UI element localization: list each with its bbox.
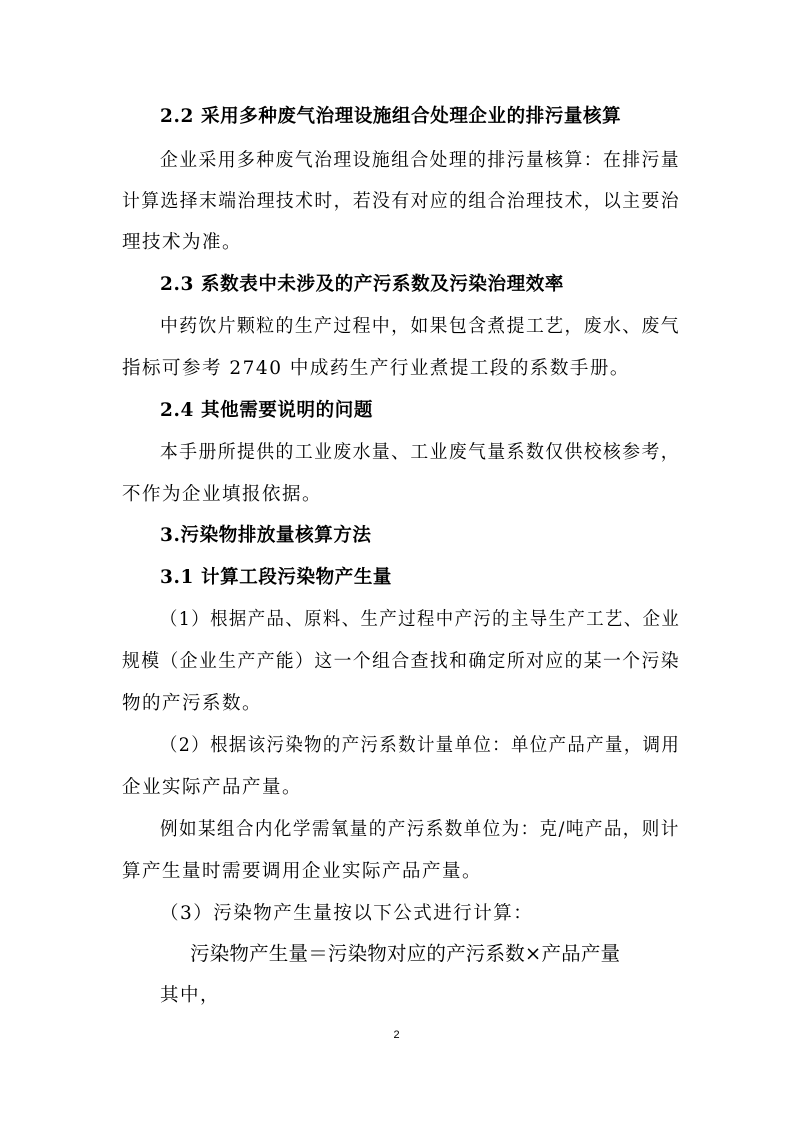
section-3-1-heading: 3.1 计算工段污染物产生量 [160,567,393,588]
section-2-2-line-1: 企业采用多种废气治理设施组合处理的排污量核算：在排污量 [160,150,681,171]
section-2-2-line-2: 计算选择末端治理技术时，若没有对应的组合治理技术，以主要治 [122,191,681,212]
where-label: 其中， [160,985,221,1006]
section-3-1-p1-line-3: 物的产污系数。 [122,693,263,714]
section-3-1-p3-line-2: 算产生量时需要调用企业实际产品产量。 [122,861,483,882]
section-2-2-line-3: 理技术为准。 [122,232,243,253]
section-3-1-p2-line-1: （2）根据该污染物的产污系数计量单位：单位产品产量，调用 [160,735,681,756]
section-2-3-line-1: 中药饮片颗粒的生产过程中，如果包含煮提工艺，废水、废气 [160,316,681,337]
section-3-1-p1-line-2: 规模（企业生产产能）这一个组合查找和确定所对应的某一个污染 [122,651,681,672]
section-2-3-line-2: 指标可参考 2740 中成药生产行业煮提工段的系数手册。 [122,358,630,379]
section-3-heading: 3.污染物排放量核算方法 [160,525,372,546]
formula: 污染物产生量＝污染物对应的产污系数×产品产量 [190,942,621,965]
section-3-1-p1-line-1: （1）根据产品、原料、生产过程中产污的主导生产工艺、企业 [160,609,681,630]
page-number: 2 [393,1029,400,1041]
section-3-1-p4: （3）污染物产生量按以下公式进行计算： [160,903,534,924]
section-3-1-p2-line-2: 企业实际产品产量。 [122,777,303,798]
section-3-1-p3-line-1: 例如某组合内化学需氧量的产污系数单位为：克/吨产品，则计 [160,819,680,840]
section-2-4-line-2: 不作为企业填报依据。 [122,484,323,505]
section-2-4-line-1: 本手册所提供的工业废水量、工业废气量系数仅供校核参考， [160,442,681,463]
section-2-2-heading: 2.2 采用多种废气治理设施组合处理企业的排污量核算 [160,106,622,127]
section-2-4-heading: 2.4 其他需要说明的问题 [160,400,373,421]
section-2-3-heading: 2.3 系数表中未涉及的产污系数及污染治理效率 [160,274,564,295]
